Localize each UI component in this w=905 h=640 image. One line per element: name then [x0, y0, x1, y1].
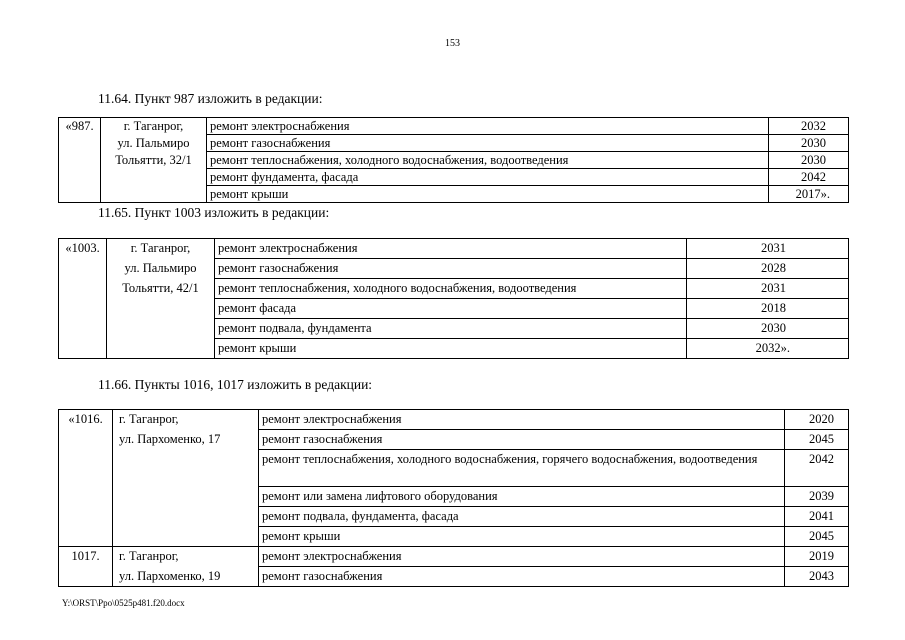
table-row [59, 450, 849, 487]
work-cell: ремонт крыши [207, 186, 769, 203]
work-cell: ремонт крыши [215, 339, 687, 359]
year-cell: 2018 [687, 299, 849, 319]
year-cell: 2019 [785, 547, 849, 567]
year-cell: 2041 [785, 507, 849, 527]
work-cell: ремонт крыши [259, 527, 785, 547]
year-cell: 2028 [687, 259, 849, 279]
address-line: г. Таганрог, [113, 547, 259, 567]
table-row [59, 319, 849, 339]
work-cell: ремонт или замена лифтового оборудования [259, 487, 785, 507]
table-row [59, 410, 849, 430]
table-row [59, 152, 849, 169]
table-row [59, 527, 849, 547]
item-number: «987. [59, 118, 101, 135]
item-number: «1003. [59, 239, 107, 259]
year-cell: 2030 [687, 319, 849, 339]
file-path-footer: Y:\ORST\Ppo\0525p481.f20.docx [62, 598, 185, 608]
table-row [59, 279, 849, 299]
year-cell: 2032». [687, 339, 849, 359]
heading-11-65: 11.65. Пункт 1003 изложить в редакции: [98, 205, 330, 220]
year-cell: 2030 [769, 152, 849, 169]
table-item-987 [58, 117, 849, 203]
address-line: ул. Пархоменко, 17 [113, 430, 259, 450]
table-item-1003 [58, 238, 849, 359]
page-number: 153 [445, 38, 460, 49]
heading-11-66: 11.66. Пункты 1016, 1017 изложить в редакции: [98, 377, 373, 392]
table-row [59, 339, 849, 359]
year-cell: 2042 [785, 450, 849, 487]
address-line: ул. Пальмиро [107, 259, 215, 279]
table-row [59, 487, 849, 507]
year-cell: 2042 [769, 169, 849, 186]
address-line: ул. Пальмиро [101, 135, 207, 152]
work-cell: ремонт подвала, фундамента, фасада [259, 507, 785, 527]
year-cell: 2030 [769, 135, 849, 152]
table-row [59, 186, 849, 203]
table-row [59, 299, 849, 319]
table-row [59, 135, 849, 152]
work-cell: ремонт газоснабжения [207, 135, 769, 152]
table-row [59, 259, 849, 279]
year-cell: 2032 [769, 118, 849, 135]
item-number: 1017. [59, 547, 113, 567]
year-cell: 2045 [785, 430, 849, 450]
item-number: «1016. [59, 410, 113, 430]
table-row [59, 239, 849, 259]
year-cell: 2017». [769, 186, 849, 203]
table-items-1016-1017 [58, 409, 849, 587]
work-cell: ремонт электроснабжения [215, 239, 687, 259]
work-cell: ремонт газоснабжения [259, 430, 785, 450]
work-cell: ремонт фундамента, фасада [207, 169, 769, 186]
heading-11-64: 11.64. Пункт 987 изложить в редакции: [98, 91, 323, 106]
year-cell: 2031 [687, 239, 849, 259]
address-line: Тольятти, 32/1 [101, 152, 207, 169]
work-cell: ремонт теплоснабжения, холодного водоснабжения, водоотведения [207, 152, 769, 169]
work-cell: ремонт теплоснабжения, холодного водоснабжения, горячего водоснабжения, водоотведения [259, 450, 785, 487]
year-cell: 2031 [687, 279, 849, 299]
year-cell: 2043 [785, 567, 849, 587]
work-cell: ремонт теплоснабжения, холодного водоснабжения, водоотведения [215, 279, 687, 299]
work-cell: ремонт электроснабжения [259, 547, 785, 567]
address-line: Тольятти, 42/1 [107, 279, 215, 299]
work-cell: ремонт подвала, фундамента [215, 319, 687, 339]
year-cell: 2039 [785, 487, 849, 507]
address-line: г. Таганрог, [107, 239, 215, 259]
work-cell: ремонт газоснабжения [259, 567, 785, 587]
work-cell: ремонт фасада [215, 299, 687, 319]
work-cell: ремонт электроснабжения [259, 410, 785, 430]
address-line: г. Таганрог, [101, 118, 207, 135]
table-row [59, 567, 849, 587]
address-line: ул. Пархоменко, 19 [113, 567, 259, 587]
year-cell: 2020 [785, 410, 849, 430]
work-cell: ремонт электроснабжения [207, 118, 769, 135]
table-row [59, 507, 849, 527]
table-row [59, 169, 849, 186]
table-row [59, 547, 849, 567]
table-row [59, 430, 849, 450]
work-cell: ремонт газоснабжения [215, 259, 687, 279]
year-cell: 2045 [785, 527, 849, 547]
table-row [59, 118, 849, 135]
address-line: г. Таганрог, [113, 410, 259, 430]
